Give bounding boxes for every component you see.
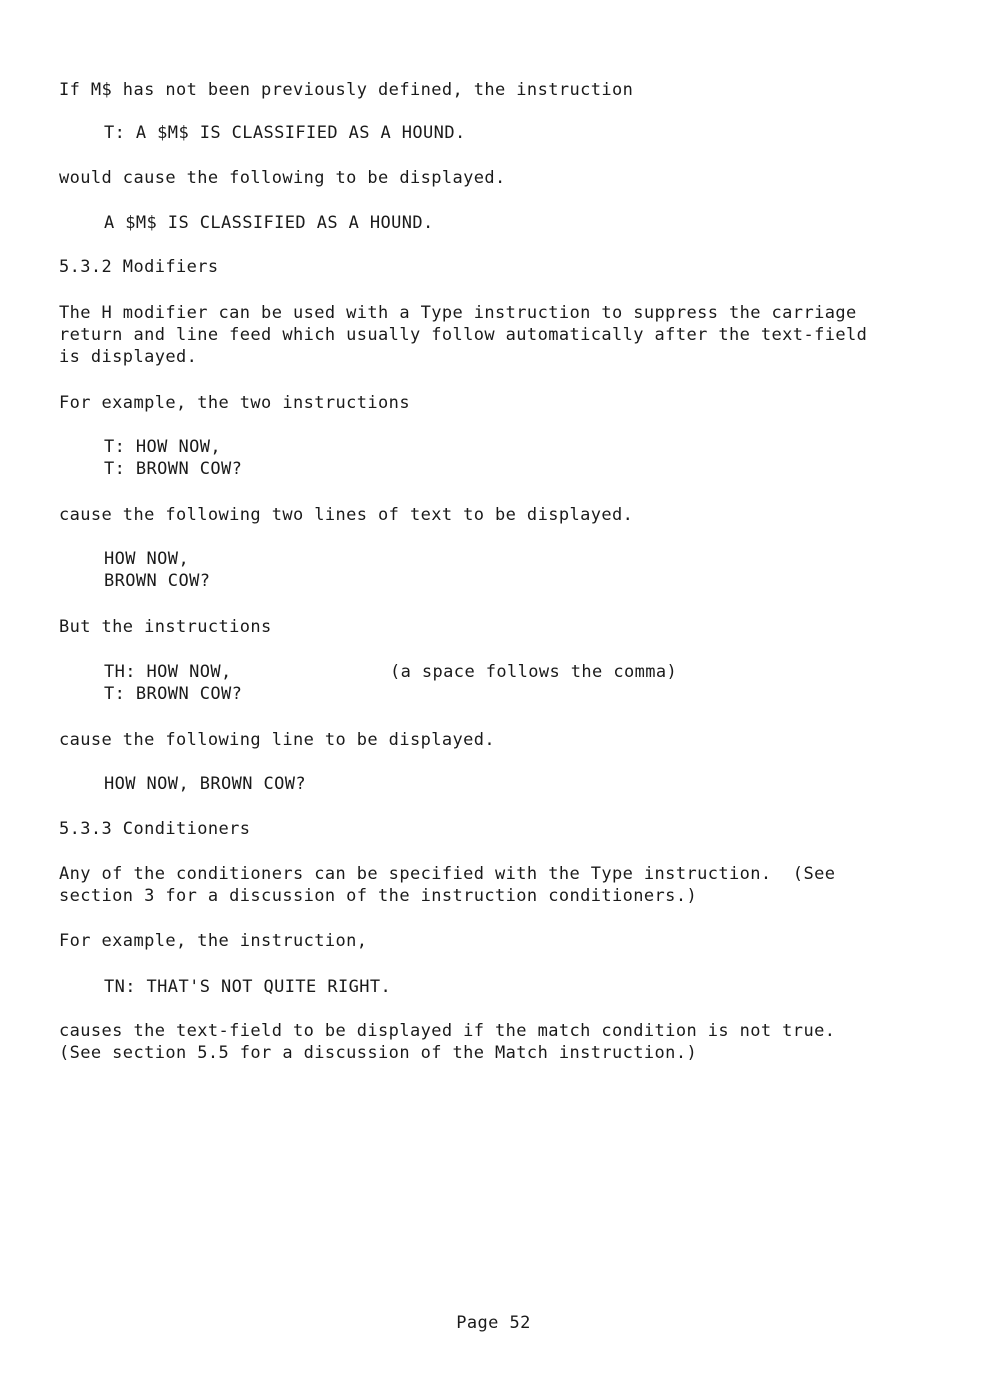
paragraph-line: For example, the instruction, [59,931,368,951]
code-line: TN: THAT'S NOT QUITE RIGHT. [104,977,392,997]
paragraph-line: For example, the two instructions [59,393,410,413]
code-line: T: BROWN COW? [104,684,243,704]
paragraph-line: return and line feed which usually follow automatically after the text-field [59,325,868,345]
code-line: T: A $M$ IS CLASSIFIED AS A HOUND. [104,123,466,143]
section-heading-5-3-3: 5.3.3 Conditioners [59,819,251,839]
paragraph-line: cause the following line to be displayed. [59,730,496,750]
paragraph-line: If M$ has not been previously defined, the instruction [59,80,634,100]
paragraph-line: section 3 for a discussion of the instruction conditioners.) [59,886,698,906]
paragraph-line: is displayed. [59,347,198,367]
paragraph-line: causes the text-field to be displayed if the match condition is not true. [59,1021,836,1041]
paragraph-line: (See section 5.5 for a discussion of the Match instruction.) [59,1043,698,1063]
section-heading-5-3-2: 5.3.2 Modifiers [59,257,219,277]
code-line: T: HOW NOW, [104,437,221,457]
code-line: BROWN COW? [104,571,211,591]
code-line: T: BROWN COW? [104,459,243,479]
code-note: (a space follows the comma) [390,662,678,682]
code-line: A $M$ IS CLASSIFIED AS A HOUND. [104,213,434,233]
paragraph-line: The H modifier can be used with a Type instruction to suppress the carriage [59,303,857,323]
code-line: HOW NOW, [104,549,190,569]
code-line: HOW NOW, BROWN COW? [104,774,307,794]
paragraph-line: But the instructions [59,617,272,637]
code-line: TH: HOW NOW, [104,662,232,682]
paragraph-line: cause the following two lines of text to be displayed. [59,505,634,525]
paragraph-line: would cause the following to be displayed. [59,168,506,188]
page-number: Page 52 [456,1313,531,1333]
paragraph-line: Any of the conditioners can be specified with the Type instruction. (See [59,864,836,884]
